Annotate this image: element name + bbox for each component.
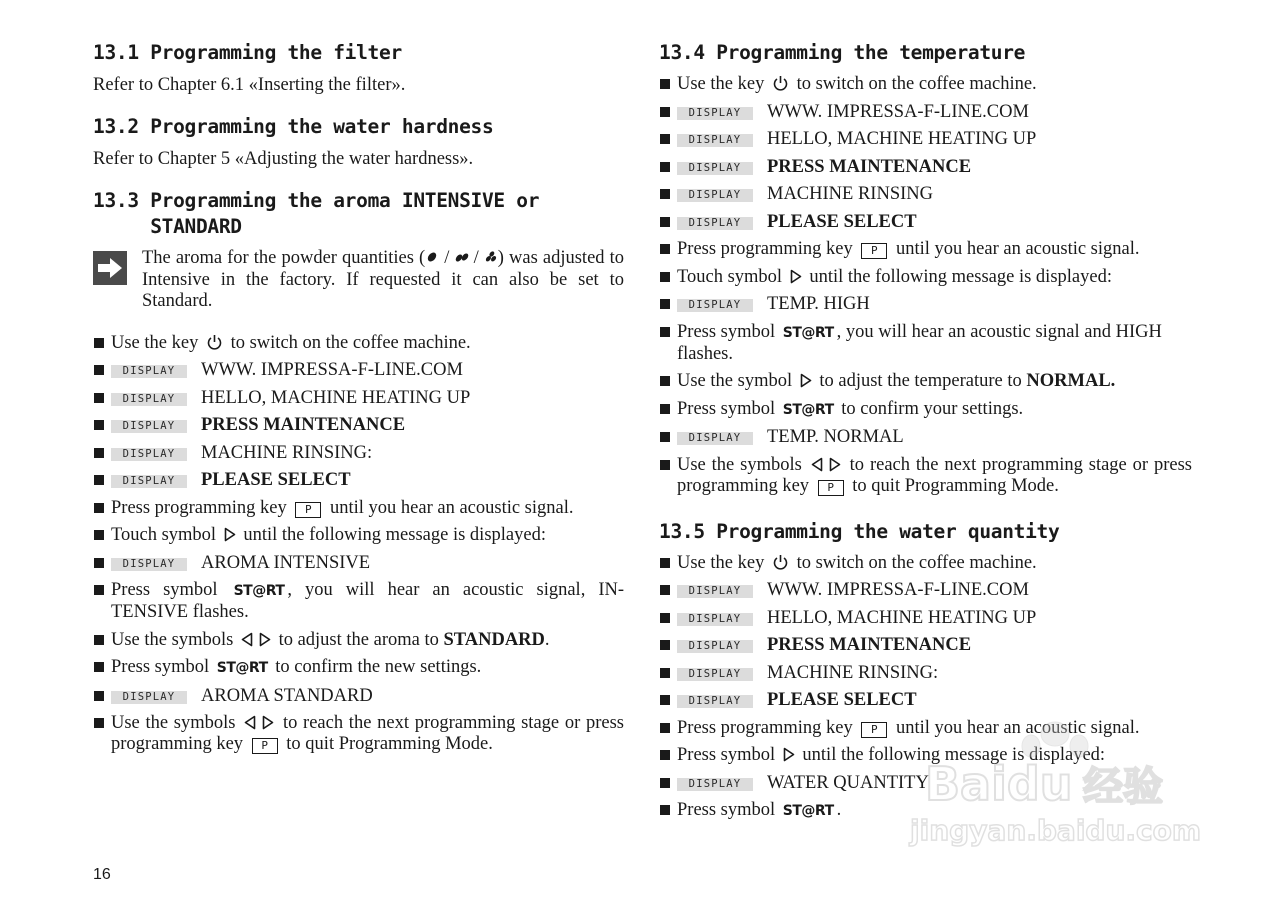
start-symbol-icon: ST@RT (233, 583, 285, 599)
display-message: WWW. IMPRESSA-F-LINE.COM (767, 101, 1029, 122)
list-item: Use the key to switch on the coffee machine. (659, 74, 1192, 95)
display-message: PLEASE SELECT (767, 690, 917, 710)
display-label: DISPLAY (677, 162, 753, 175)
triangle-right-icon (800, 373, 812, 388)
list-item: Touch symbol until the following message is displayed: (659, 267, 1192, 288)
display-label: DISPLAY (677, 134, 753, 147)
display-message: PLEASE SELECT (767, 211, 917, 232)
list-item (659, 102, 1192, 123)
start-symbol-icon: ST@RT (782, 401, 834, 418)
triangle-left-icon (811, 457, 823, 472)
display-label: DISPLAY (677, 299, 753, 312)
list-item: Press symbol ST@RT , you will hear an acoustic signal and HIGH flashes. (659, 322, 1192, 365)
display-message: TEMP. HIGH (767, 294, 870, 314)
list-item (93, 443, 624, 464)
display-label: DISPLAY (111, 420, 187, 433)
display-message: MACHINE RINSING: (201, 442, 373, 463)
two-beans-icon (455, 251, 469, 263)
list-item (659, 608, 1192, 629)
display-message: WWW. IMPRESSA-F-LINE.COM (201, 360, 463, 380)
left-column (93, 40, 624, 762)
display-label: DISPLAY (677, 189, 753, 202)
start-symbol-icon: ST@RT (216, 660, 268, 676)
list-item: Press programming key P until you hear an acoustic signal. (659, 718, 1192, 739)
display-message: PLEASE SELECT (201, 470, 351, 490)
display-label: DISPLAY (677, 613, 753, 626)
display-message: TEMP. NORMAL (767, 427, 904, 447)
p-key-icon: P (818, 480, 844, 496)
three-beans-icon (484, 251, 498, 263)
list-item: Press programming key P until you hear an acoustic signal. (93, 498, 624, 519)
triangle-right-icon (829, 457, 841, 472)
list-item: Use the symbols to reach the next programming stage or press programming key P to quit Programming Mode. (93, 713, 624, 755)
display-label: DISPLAY (677, 217, 753, 230)
display-label: DISPLAY (677, 695, 753, 708)
section-title: 13.4 Programming the temperature (659, 41, 1026, 64)
triangle-left-icon (244, 715, 256, 730)
list-item: Press symbol ST@RT , you will hear an acoustic signal, IN-TENSIVE flashes. (93, 580, 624, 623)
triangle-right-icon (790, 269, 802, 284)
section-text: Refer to Chapter 5 «Adjusting the water hardness». (93, 149, 474, 169)
list-item (659, 635, 1192, 656)
p-key-icon: P (861, 243, 887, 259)
display-message: HELLO, MACHINE HEATING UP (767, 607, 1037, 628)
triangle-right-icon (262, 715, 274, 730)
list-item (659, 157, 1192, 178)
list-item (93, 686, 624, 707)
list-item: Press symbol ST@RT to confirm the new settings. (93, 657, 624, 679)
power-key-icon (773, 554, 788, 570)
note-text: The aroma for the powder quantities ( / / ) was adjusted to Intensive in the factory. If requested it can also be set to Standard. (142, 248, 625, 311)
list-item: Use the symbols to reach the next programming stage or press programming key P to quit Programming Mode. (659, 455, 1192, 497)
note-box (93, 248, 624, 313)
triangle-left-icon (241, 632, 253, 647)
list-item (659, 690, 1192, 711)
watermark-cn: 经验 (1083, 764, 1163, 810)
list-item: Press symbol ST@RT to confirm your settings. (659, 399, 1192, 421)
display-message: MACHINE RINSING: (767, 662, 939, 683)
list-item: Press symbol ST@RT . (659, 800, 1192, 822)
triangle-right-icon (259, 632, 271, 647)
p-key-icon: P (861, 722, 887, 738)
display-message: PRESS MAINTENANCE (767, 156, 972, 177)
display-label: DISPLAY (111, 393, 187, 406)
display-message: HELLO, MACHINE HEATING UP (767, 129, 1037, 149)
list-item: Press programming key P until you hear an acoustic signal. (659, 239, 1192, 260)
display-message: WATER QUANTITY (767, 772, 929, 793)
section-number: 13.3 (93, 189, 151, 212)
list-item (93, 470, 624, 491)
display-message: WWW. IMPRESSA-F-LINE.COM (767, 580, 1029, 600)
section-13-2 (93, 114, 624, 170)
display-message: MACHINE RINSING (767, 184, 933, 204)
display-label: DISPLAY (111, 365, 187, 378)
p-key-icon: P (252, 738, 278, 754)
list-item: Use the key to switch on the coffee machine. (659, 553, 1192, 574)
list-item: Use the symbols to adjust the aroma to STANDARD. (93, 630, 624, 651)
display-message: AROMA INTENSIVE (201, 552, 371, 573)
display-label: DISPLAY (677, 585, 753, 598)
list-item: Touch symbol until the following message is displayed: (93, 525, 624, 546)
list-item (93, 415, 624, 436)
list-item (659, 294, 1192, 315)
section-title: 13.5 Programming the water quantity (659, 519, 1060, 543)
list-item (659, 663, 1192, 684)
list-item (659, 212, 1192, 233)
triangle-right-icon (783, 747, 795, 762)
watermark-brand: Baidu (925, 757, 1073, 811)
display-label: DISPLAY (111, 691, 187, 704)
list-item (93, 360, 624, 381)
display-message: AROMA STANDARD (201, 685, 373, 706)
power-key-icon (207, 334, 222, 350)
display-label: DISPLAY (677, 668, 753, 681)
section-title-text: Programming the aroma INTENSIVE or STANDARD (150, 189, 540, 238)
list-item (659, 129, 1192, 150)
start-symbol-icon: ST@RT (782, 803, 834, 819)
p-key-icon: P (295, 502, 321, 518)
display-message: PRESS MAINTENANCE (767, 635, 972, 655)
power-key-icon (773, 75, 788, 91)
section-title: 13.1 Programming the filter (93, 41, 402, 64)
one-bean-icon (425, 251, 439, 263)
display-message: PRESS MAINTENANCE (201, 415, 406, 435)
watermark-url: jingyan.baidu.com (910, 814, 1202, 847)
display-label: DISPLAY (111, 475, 187, 488)
list-item (93, 388, 624, 409)
start-symbol-icon: ST@RT (782, 324, 834, 341)
section-title: 13.2 Programming the water hardness (93, 115, 494, 138)
page-number: 16 (93, 866, 111, 883)
arrow-right-icon (93, 251, 127, 285)
list-item (659, 184, 1192, 205)
list-item (93, 553, 624, 574)
list-item: Use the symbol to adjust the temperature to NORMAL. (659, 371, 1192, 392)
section-text: Refer to Chapter 6.1 «Inserting the filter». (93, 75, 406, 95)
display-label: DISPLAY (677, 640, 753, 653)
section-13-1 (93, 40, 624, 96)
section-13-3 (93, 188, 624, 755)
display-label: DISPLAY (111, 448, 187, 461)
list-item: Press symbol until the following message is displayed: (659, 745, 1192, 766)
baidu-watermark (905, 712, 1205, 852)
list-item: Use the key to switch on the coffee machine. (93, 333, 624, 354)
display-label: DISPLAY (111, 558, 187, 571)
display-message: HELLO, MACHINE HEATING UP (201, 387, 471, 408)
triangle-right-icon (224, 527, 236, 542)
right-column (659, 40, 1192, 829)
section-13-4 (659, 40, 1192, 497)
display-label: DISPLAY (677, 432, 753, 445)
instruction-list (659, 74, 1192, 497)
display-label: DISPLAY (677, 107, 753, 120)
section-title (93, 188, 624, 240)
list-item (659, 427, 1192, 448)
display-label: DISPLAY (677, 778, 753, 791)
instruction-list (93, 333, 624, 756)
list-item (659, 580, 1192, 601)
